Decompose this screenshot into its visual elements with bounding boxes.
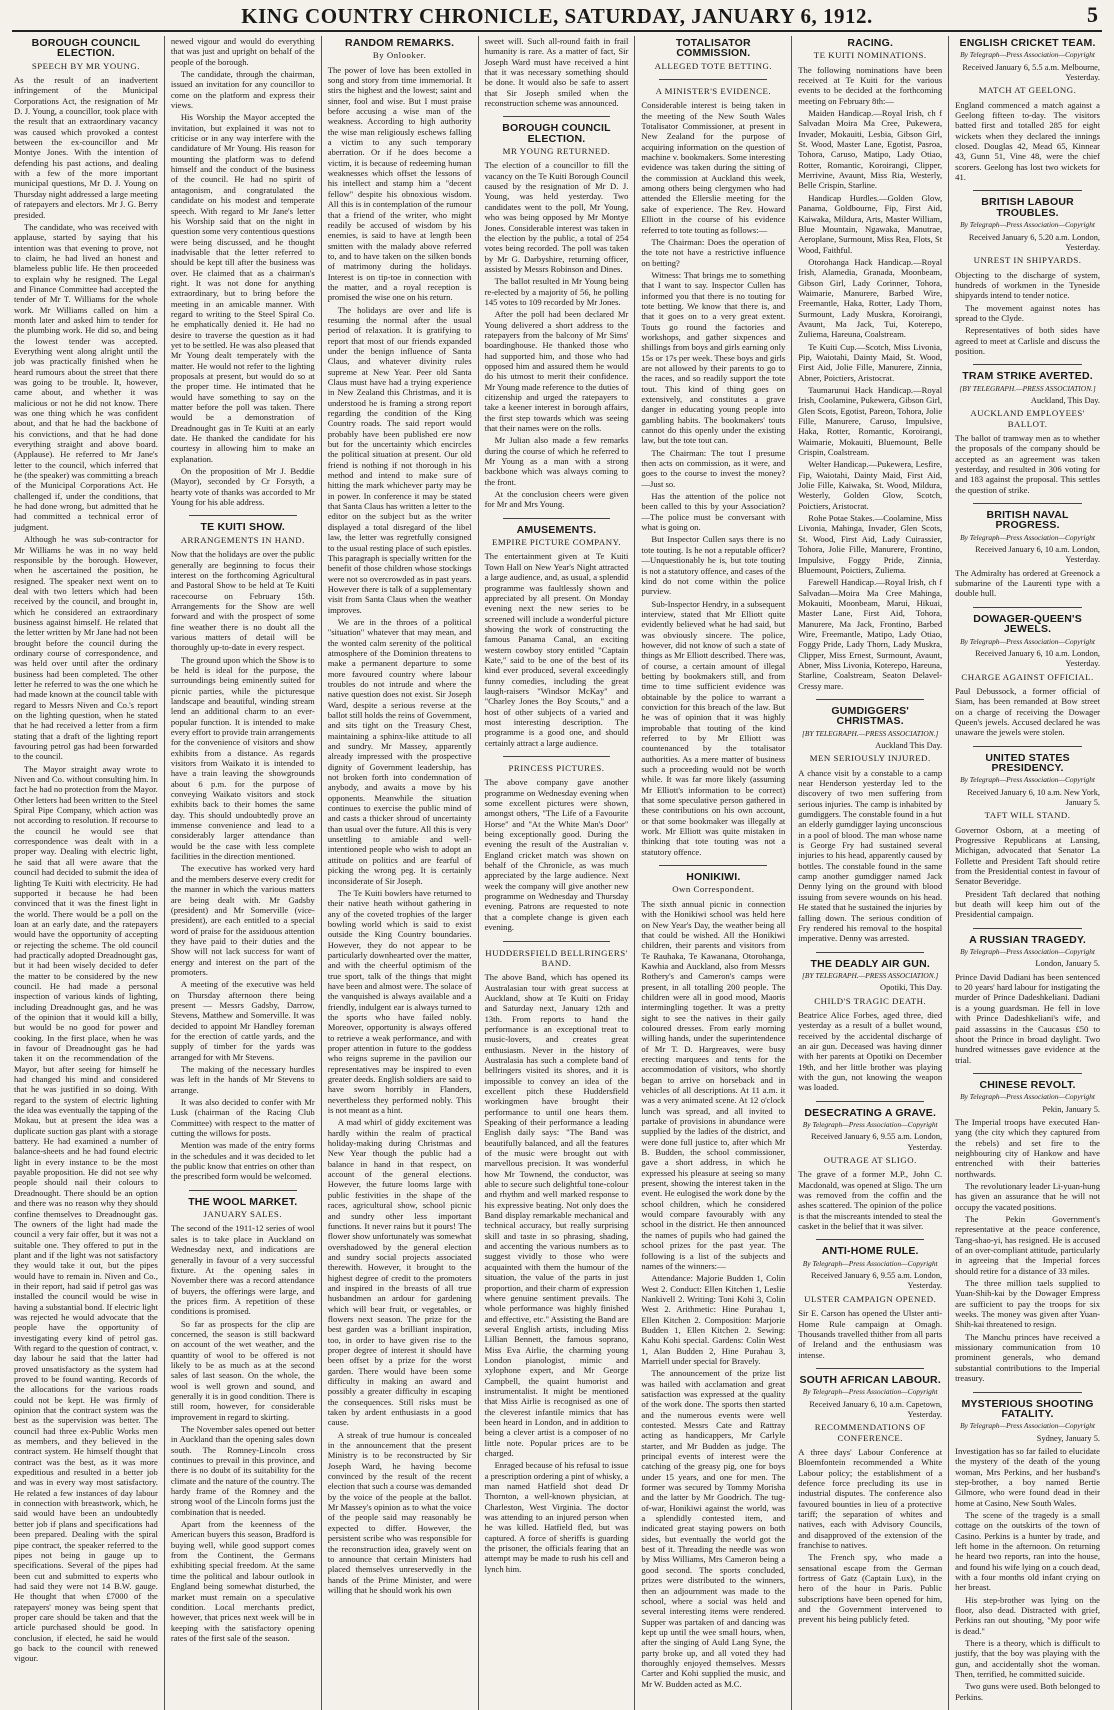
article-body: [798, 768, 942, 944]
article: [955, 510, 1100, 599]
article-headline: THE DEADLY AIR GUN.: [810, 957, 930, 970]
article-headline: GUMDIGGERS' CHRISTMAS.: [831, 704, 910, 728]
paragraph: newed vigour and would do everything that was just and upright on behalf of the people of the borough.: [170, 36, 315, 67]
article-body: [485, 551, 629, 748]
article-divider: [659, 865, 767, 866]
column-7: [949, 36, 1106, 1710]
article-divider: [973, 928, 1082, 929]
wire-credit: [BY TELEGRAPH.—PRESS ASSOCIATION.]: [959, 383, 1096, 393]
article: [798, 706, 942, 944]
paragraph: sweet will. Such all-round faith in frail humanity is rare. As a matter of fact, Sir Joseph Ward must have received a hint that it was necessary something should be done. It would also be safe to assert that Sir Joseph smiled when the reconstruction scheme was announced.: [484, 36, 629, 109]
article-headline: DOWAGER-QUEEN'S JEWELS.: [973, 612, 1082, 636]
article-body: [641, 899, 785, 1689]
paragraph: The executive has worked very hard and the members deserve every credit for the manner in which the various matters are being dealt with. Mr Gadsby (president) and Mr Somerville (vice-president), are each entitled to a special word of praise for the assiduous attention they have paid to their duties and the Show will not lack success for want of energy and interest on the part of the promoters.: [170, 863, 315, 977]
column-5: [635, 36, 792, 1710]
article-headline: BOROUGH COUNCIL ELECTION.: [31, 37, 141, 60]
article-body: [328, 65, 472, 1596]
article-divider: [973, 1073, 1082, 1074]
article-divider: [503, 518, 611, 519]
paragraph: A chance visit by a constable to a camp near Henderson yesterday led to the discovery of two men suffering from serious injuries. The camp is inhabited by gumdiggers. The constable found in a hut an elderly gumdigger laying unconscious in a pool of blood. The man whose name is George Fry had sustained several injuries to his head, apparently caused by bottles. The constable found in the same camp another gumdigger named Jack Denny lying on the ground with blood issuing from severe wounds on his head. He stated that he sustained the injuries by falling down. The serious condition of Fry rendered his removal to the hospital imperative. Denny was arrested.: [798, 767, 943, 944]
paragraph: Considerable interest is being taken in the meeting of the New South Wales Totalisator Commissioner, at present in New Zealand for the purpose of acquiring information on the question of machine v. bookmakers. Some interesting evidence was taken during the sitting of the commission at Auckland this week, among others being clergymen who had attended the Ellerslie meeting for the sake of experience. The Rev. Howard Elliott in the course of his evidence referred to tote touting as follows:—: [641, 100, 786, 235]
paragraph: A mad whirl of giddy excitement was hardly within the realm of practical holiday-making during Christmas and New Year though the public had a balance in hand in that respect, on account of the general elections. However, the future looms large with public festivities in the shape of the races, agricultural show, school picnic and sundry other less important functions. It never rains but it pours! The flower show unfortunately was somewhat overshadowed by the general election and sundry social projects associated therewith. However, it brought to the highest degree of credit to the promoters and inspired in the breasts of all true husbandmen an ardour for gardening which will bear fruit, or vegetables, or flowers next season. The prize for the best garden was a brilliant inspiration, too, in order to have given rise to the proper degree of interest it should have been offset by a prize for the worst garden. There would have been some difficulty in making an award and possibly a greater difficulty in escaping the consequences. Still risks must be taken by ardent enthusiasts in a good cause.: [327, 1117, 472, 1428]
article: [798, 1108, 942, 1232]
article: [798, 38, 942, 691]
article-subheading: By Onlooker.: [372, 50, 427, 61]
paragraph: His Worship the Mayor accepted the invitation, but explained it was not to criticise or in any way interfere with the candidature of Mr Young. His reason for mounting the platform was to defend himself and the conduct of the business of the council. He had no spirit of antagonism, and congratulated the candidate on his modest and temperate speech. With regard to Mr Jane's letter his Worship said that on the night in question some very contentious questions were being discussed, and he thought inadvisable that the letter referred to should be kept till after the business was over. He claimed that as a chairman's right. It was not done for anything extraordinary, but to bring before the meeting in an amicable manner. With regard to writing to the Steel Spiral Co. he emphatically denied it. He had no desire to traverse the question as it had yet to be settled. He was also pleased that Mr Young dealt temperately with the matter. He would not refer to the lighting proposals at present, but would do so at the proper time. He intimated that he would have something to say on the matter before the poll was taken. There would be a demonstration of Dreadnought gas in Te Kuiti at an early date. He thanked the candidate for his courtesy in allowing him to make an explanation.: [170, 112, 315, 464]
paragraph: Investigation has so far failed to elucidate the mystery of the death of the young woman, Mrs Perkins, and her husband's step-brother, a boy named Bertie Gilmore, who were found dead in their home at Casino, New South Wales.: [955, 1445, 1100, 1508]
paragraph: The candidate, through the chairman, issued an invitation for any councillor to come on the platform and express their views.: [170, 69, 315, 111]
article-headline: ANTI-HOME RULE.: [821, 1245, 919, 1258]
paragraph: Farewell Handicap.—Royal Irish, ch f Salvadan—Moira Ma Cree Mahinga, Mokauiti, Moonbeam, Marui, Hikuai, Master Lane, First Aid, Tohora, Manurere, Ma Jack, Frontino, Barbed Wire, Freemantle, Matipo, Lady Otiao, Foggy Pride, Lady Thorn, Lady Muskra, Clipper, Miss Ernest, Surmount, Avaunt, Abner, Miss Livonia, Koterepo, Hareuna, Starline, Coalstream, Seaton Delavel-Cressy mare.: [798, 577, 943, 691]
dateline: Received January 6, 9.55 a.m. London, Yesterday.: [810, 1132, 943, 1152]
article-divider: [973, 746, 1082, 747]
article: [485, 763, 629, 933]
article-headline: BRITISH LABOUR TROUBLES.: [981, 196, 1074, 219]
wire-credit: By Telegraph—Press Association—Copyright: [960, 1092, 1095, 1102]
dateline: Received January 6, 10 a.m. Capetown, Yesterday.: [809, 1399, 943, 1419]
paragraph: The three million taels supplied to Yuan-Shih-kai by the Dowager Empress are sufficient to pay the troops for six weeks. The money was given after Yuan-Shih-kai threatened to resign.: [955, 1278, 1100, 1330]
article-headline: RANDOM REMARKS.: [345, 37, 455, 49]
dateline: Received January 6, 10 a.m. London, Yesterday.: [975, 648, 1100, 669]
article: [485, 948, 629, 1575]
article-divider: [659, 79, 767, 80]
article-subheading: JANUARY SALES.: [203, 1209, 283, 1220]
article-headline: TRAM STRIKE AVERTED.: [962, 370, 1093, 383]
column-6: [792, 36, 949, 1710]
paragraph: Sir E. Carson has opened the Ulster anti-Home Rule campaign at Omagh. Thousands travelled thither from all parts of Ireland and the enthusiasm was intense.: [798, 1308, 943, 1360]
dateline: Opotiki, This Day.: [880, 983, 943, 993]
dateline: Received January 6, 5.5 a.m. Melbourne, Yesterday.: [962, 62, 1100, 83]
wire-credit: By Telegraph—Press Association—Copyright: [802, 1258, 938, 1268]
paragraph: Enraged because of his refusal to issue a prescription ordering a pint of whisky, a man named Hatfield shot dead Dr Thornton, a well-known physician, at Charleston, West Virginia. The doctor was attending to an injured person when he was killed. Hatfield fled, but was captured. A force of sheriffs is guarding the prisoner, the officials fearing that an attempt may be made to rush his cell and lynch him.: [484, 1460, 629, 1574]
article-subheading: UNREST IN SHIPYARDS.: [973, 255, 1082, 266]
article-body: [955, 686, 1100, 738]
article-divider: [189, 1190, 297, 1191]
article: [955, 197, 1100, 356]
dateline: Received January 6, 5.20 a.m. London, Yesterday.: [968, 232, 1100, 252]
article-headline: CHINESE REVOLT.: [979, 1078, 1076, 1091]
article-body: [955, 568, 1100, 599]
paragraph: The ground upon which the Show is to be held is ideal for the purpose, the surroundings being eminently suited for picnic parties, while the picturesque landscape and beautiful, winding stream lend an additional charm to an ever-popular function. It is intended to make every effort to provide train arrangements for the convenience of visitors and show exhibits from a distance. As regards visitors from Waikato it is intended to have a train leaving the showgrounds about 6 p.m. for the purpose of conveying Waikato visitors and stock exhibits back to their homes the same day. This should undoubtedly prove an immense convenience and lead to a considerably larger attendance than would be the case with less complete facilities in the direction mentioned.: [170, 654, 315, 862]
article-divider: [973, 364, 1082, 365]
paragraph: There is a theory, which is difficult to justify, that the boy was playing with the gun, and accidentally shot the woman. Then, terrified, he committed suicide.: [955, 1638, 1100, 1680]
article-body: [485, 972, 629, 1574]
article-headline: ENGLISH CRICKET TEAM.: [959, 37, 1096, 49]
article: [798, 1246, 942, 1359]
article: [328, 38, 472, 1595]
article: [641, 872, 785, 1689]
paragraph: Has the attention of the police not been called to this by your Association?—The police must be conversant with what is going on.: [641, 491, 786, 533]
article-body: [485, 160, 629, 509]
wire-credit: By Telegraph—Press Association—Copyright: [802, 1387, 938, 1397]
article-subheading: MR YOUNG RETURNED.: [502, 146, 611, 157]
paragraph: The candidate, who was received with applause, started by saying that his intention was that evening to prove, not to claim, he had lived an honest and blameless public life. He then proceeded to explain why he resigned. The Legal and Finance Committee had accepted the tender of Mr T. Williams for the whole work. Mr Williams called on him a month later and asked him to tender for the plumbing work. He did so, and being the lowest tender was accepted. Everything went along alright until the job was practically finished when he heard rumours about the street that there was going to be trouble. It, however, came about, and whether it was malicious or not he did not know. There was one thing which he was confident about, and that he had the backbone of his convictions, and that he had done everything straight and above board. (Applause). He referred to Mr Jane's letter to the council, which inferred that he (the speaker) was committing a breach of the Municipal Corporations Act. He challenged if, under the conditions, that he had done wrong, but admitted that he had committed a technical error of judgment.: [14, 221, 158, 532]
article-subheading: Own Correspondent.: [672, 884, 755, 895]
paragraph: Paul Debussock, a former official of Siam, has been remanded at Bow street on a charge of receiving the Dowager Queen's jewels. Accused declared he was unaware the jewels were stolen.: [955, 685, 1100, 738]
wire-credit: [BY TELEGRAPH.—PRESS ASSOCIATION.]: [802, 970, 939, 980]
article-subheading: ULSTER CAMPAIGN OPENED.: [804, 1293, 937, 1304]
article: [955, 371, 1100, 495]
article-subheading: RECOMMENDATIONS OF CONFERENCE.: [814, 1422, 926, 1443]
column-1: [8, 36, 165, 1710]
article: [171, 36, 315, 507]
article-body: [14, 75, 158, 1664]
paragraph: The following nominations have been received at Te Kuiti for the various events to be decided at the forthcoming meeting on February 8th:—: [798, 64, 943, 106]
article: [955, 614, 1100, 738]
paragraph: A streak of true humour is concealed in the announcement that the present Ministry is to be reconstructed by Sir Joseph Ward, he having become convinced by the result of the recent election that such a course was demanded by the voice of the people at the ballot. Mr Massey's opinion as to what the voice of the people said may reasonably be expected to differ. However, the persistent scribe who was responsible for the reconstruction idea, gravely went on to announce that certain Ministers had placed themselves unreservedly in the hands of the Prime Minister, and were willing that he should work his own: [327, 1429, 472, 1595]
article-body: [171, 1223, 315, 1643]
article: [955, 935, 1100, 1065]
paragraph: Representatives of both sides have agreed to meet at Carlisle and discuss the position.: [955, 325, 1100, 356]
article-headline: HONIKIWI.: [686, 871, 741, 884]
paragraph: The Te Kuiti bowlers have returned to their native heath without gathering in any of the coveted trophies of the larger bowling world which is said to exist outside the King Country boundaries. However, they do not appear to be particularly downhearted over the matter, and with the cheerful optimism of the true sport, talk of the things that might have been and almost were. The solace of the vanquished is always available and a friendly, indulgent ear is always turned to the sports who have failed nobly. Moreover, opportunity is always offered to retrieve a weak performance, and with proper attention in future to the goddess who reigns supreme in the pavilion our representatives may be inspired to even greater deeds. English soldiers are said to have sworn horribly in Flanders, nevertheless they performed nobly. This is not meant as a hint.: [327, 887, 472, 1116]
paragraph: The second of the 1911-12 series of wool sales is to take place in Auckland on Wednesday next, and indications are generally in favour of a very successful fixture. At the opening sales in November there was a record attendance of buyers, the offerings were large, and the prices firm. A repetition of these conditions is promised.: [170, 1223, 315, 1317]
paragraph: The Mayor straight away wrote to Niven and Co. without consulting him. In fact he had no protection from the Mayor. Other letters had been written to the Steel Spiral Pipe Company, which action was not according to resolution. If recourse to the council he would see that correspondence was dealt with in a proper way. Dealing with electric light, he said that all were aware that the council had decided to submit the idea of lighting Te Kuiti with electricity. He had supported it because he had been convinced that it was the finest light in the world. There would be a poll on the loan at an early date, and the ratepayers would have the opportunity of accepting or rejecting the scheme. The old council had practically adopted Dreadnought gas, but it had been wisely decided to defer the matter to be considered by the new council. He had made a personal inspection of various kinds of lighting, including Dreadnought gas, and he was of the opinion that it would kill a billy, but would be no good for power and cooking. In the first place, when he was in favour of Dreadnought gas he had taken it on the recommendation of the Mayor, but after seeing for himself he had changed his mind and considered that he was justified in so doing. With regard to the system of electric lighting the idea was eventually the tapping of the Mokau, but at present the idea was a duplicate suction gas plant with a storage battery. He had examined a number of balance-sheets and he had found electric light in every instance to be the most payable proposition. He did not see why people should nail their colours to Dreadnought. There should be an option and there was no reason why they should confine themselves to Dreadnought gas. The owners of the light had made the council a very fair offer, but it was not a suitable one. They offered to put in the plant and if the light was not satisfactory they would take it out, but the pipes would have to remain in. Niven and Co., in their report, had said if petrol gas was installed the council would be wise in having a substantial bond. If electric light was rejected he would advocate that the people have the opportunity of investigating every kind of petrol gas. With regard to the question of contract, v. day labour he said that the latter had proved unsatisfactory as the system had proved to be found wanting. Records of the allocations for the various roads could not be kept. He was firmly of opinion that the contract system was the best as the supervision was better. The council had three ex-Public Works men as members, and they believed in the contract system. He himself thought that contract was the best, as it was more expeditious and resulted in a better job and was in every way most satisfactory. He related a few instances of day labour in connection with breastwork, which, he said would have been an undoubtedly better job if plans and specifications had been prepared. Dealing with the spiral pipe contract, the speaker referred to the pipes not being in gauge up to specifications. Several of the pipes had been cut and submitted to experts who had said they were not 14 B.W. gauge. He thought that when £7000 of the ratepayers' money was being spent that proper care should be taken and that the article purchased should be good. In conclusion, if elected, he said he would go back to the council with renewed vigour.: [14, 763, 158, 1664]
article-subheading: TE KUITI NOMINATIONS.: [813, 50, 927, 61]
article: [171, 522, 315, 1181]
article-subheading: SPEECH BY MR YOUNG.: [31, 60, 140, 71]
article: [798, 959, 942, 1093]
article: [485, 123, 629, 509]
article: [14, 38, 158, 1664]
article-subheading: MEN SERIOUSLY INJURED.: [809, 753, 931, 764]
article-subheading: HUDDERSFIELD BELLRINGERS' BAND.: [485, 947, 628, 968]
article: [955, 38, 1100, 182]
paragraph: The Chairman: The tout I presume then acts on commission, as it were, and goes to the course to invest the money?—Just so.: [641, 447, 786, 489]
paragraph: The revolutionary leader Li-yuan-hung has given an assurance that he will not occupy the vacated positions.: [955, 1180, 1100, 1212]
wire-credit: By Telegraph—Press Association—Copyright: [960, 636, 1095, 646]
paragraph: Two guns were used. Both belonged to Perkins.: [955, 1681, 1100, 1702]
article-subheading: TAFT WILL STAND.: [984, 810, 1071, 821]
paragraph: The ballot of tramway men as to whether the proposals of the company should be accepted as an agreement was taken yesterday, and resulted in 306 voting for and 183 against the proposal. This settles the question of strike.: [955, 433, 1100, 495]
paragraph: The announcement of the prize list was hailed with acclamation and great satisfaction was expressed at the quality of the work done. The sports then started and the numerous events were well contested. Messrs Cate and Rattray acting as handicappers, Mr Carlyle starter, and Mr Budden as judge. The principal events of interest were the catching of the greasy pig, one for boys under 15 years, and one for men. The former was secured by Tommy Morisha and the latter by Mr Goodrich. The tug-of-war, Honikiwi against the world, was a splendidly contested item, and indicated great staying powers on both sides, but eventually the world got the best of it. Threading the needle was won by Miss Williams, Mrs Cameron being a good second. The sports concluded, prizes were distributed to the winners, then an adjournment was made to the school, where a social was held and several interesting items were rendered. Supper was partaken of and dancing was kept up until the wee small hours, when, after the singing of Auld Lang Syne, the party broke up, and all voted they had thoroughly enjoyed themselves. Messrs Carter and Kohi supplied the music, and Mr W. Budden acted as M.C.: [641, 1368, 786, 1689]
article-body: [798, 1169, 942, 1231]
article: [485, 36, 629, 108]
paragraph: The Admiralty has ordered at Greenock a submarine of the Laurenti type with a double hull.: [955, 567, 1100, 599]
paragraph: Rohe Potae Stakes.—Coolamine, Miss Livonia, Mahinga, Invader, Glen Scots, St. Wood, First Aid, Lady Cuirassier, Tohora, Jolie Fille, Manurere, Frontino, Impulsive, Foggy Pride, Zinnia, Bluemount, Poictiers, Zuliema.: [798, 513, 943, 575]
dateline: Received January 6, 10 a.m. New York, January 5.: [967, 787, 1100, 807]
dateline: Sydney, January 5.: [1036, 1433, 1100, 1443]
paragraph: His step-brother was lying on the floor, also dead. Distracted with grief, Perkins ran out shouting, "My poor wife is dead.": [955, 1594, 1100, 1636]
article: [955, 1080, 1100, 1384]
paragraph: The scene of the tragedy is a small cottage on the outskirts of the town of Casino. Perkins is a hunter by trade, and left home in the afternoon. On returning he heard two reports, ran into the house, and found his wife lying on a couch dead, with a four months old infant crying on her breast.: [955, 1509, 1100, 1593]
article-headline: MYSTERIOUS SHOOTING FATALITY.: [961, 1397, 1094, 1420]
article-subheading: A MINISTER'S EVIDENCE.: [655, 86, 772, 97]
wire-credit: By Telegraph—Press Association—Copyright: [960, 947, 1095, 957]
article-body: [641, 100, 785, 857]
paragraph: The power of love has been extolled in song and story from time immemorial. It stirs the highest and the lowest; saint and sinner, fool and wise. But I must praise before accusing a wise man of the weakness. According to high authority the wise man religiously eschews falling a victim to any such temporary aberration. Or if he does become a victim, it is because of redeeming human weaknesses which offset the lessons of his intellect and stamp him a "decent fellow" despite his obnoxious wisdom. All this is in contemplation of the rumour that a friend of the writer, who might readily be accused of wisdom by his enemies, is said to have at length been smitten with the malady above referred to, and to have taken on the silken bonds of matrimony during the holidays. Interest is on tip-toe in connection with the matter, and a royal reception is promised the wise one on his return.: [327, 64, 472, 303]
column-3: [322, 36, 479, 1710]
paragraph: England commenced a match against a Geelong fifteen to-day. The visitors batted first and totalled 285 for eight wickets when they declared the innings closed. Douglas 42, Mead 65, Kinnear 43, Gunn 51, Vine 48, were the chief scorers. Geelong has lost two wickets for 41.: [955, 99, 1100, 183]
article-divider: [816, 699, 924, 700]
wire-credit: [BY TELEGRAPH.—PRESS ASSOCIATION.]: [802, 728, 939, 738]
article-headline: TE KUITI SHOW.: [200, 521, 285, 534]
article-body: [171, 36, 315, 507]
newspaper-columns: [8, 36, 1106, 1702]
article-body: [798, 1308, 942, 1360]
article-divider: [973, 503, 1082, 504]
paragraph: The above company gave another programme on Wednesday evening when some excellent pictures were shown, amongst others, "The Life of a Favourite Horse" and "At the White Man's Door" being exceptionally good. During the evening the result of the Australian v. England cricket match was shown on behalf of the Chronicle, as was much appreciated by the large audience. Next week the company will give another new programme on Wednesday and Thursday evening. Patrons are requested to note that a complete change is given each evening.: [484, 777, 629, 933]
paragraph: A three days' Labour Conference at Bloemfontein recommended a White Labour policy; the establishment of a defence force precluding its use in industrial disputes. The conference also favoured bounties in lieu of a protective tariff; the separation of whites and natives, each with Advisory Councils, and disapproved of the extension of the franchise to natives.: [798, 1446, 943, 1551]
paragraph: On the proposition of Mr J. Beddie (Mayor), seconded by Cr Forsyth, a hearty vote of thanks was accorded to Mr Young for his able address.: [170, 466, 315, 508]
paragraph: So far as prospects for the clip are concerned, the season is still backward on account of the wet weather, and the quantity of wool to be offered is not likely to be as much as at the second sales of last season. On the whole, the wool is well grown and sound, and generally it is in good condition. There is still room, however, for considerable improvement in regard to skirting.: [170, 1318, 315, 1422]
paragraph: Prince David Dadiani has been sentenced to 20 years' hard labour for instigating the murder of Prince Dadeshkeliani. Dadiani is a young guardsman. He fell in love with Prince Dadeshkeliani's wife, and paid assassins in the Caucasus £50 to shoot the Prince in broad daylight. Two hundred witnesses gave evidence at the trial.: [955, 971, 1100, 1065]
paragraph: President Taft declared that nothing but death will keep him out of the Presidential campaign.: [955, 888, 1100, 920]
paragraph: Sub-Inspector Hendry, in a subsequent interview, stated that Mr Elliott quite evidently believed what he had said, but was obviously sincere. The police, however, did not know of such a state of things as Mr Elliott described. There was, of course, a certain amount of illegal betting by bookmakers still, and from time to time sufficient evidence was obtainable by the police to warrant a conviction for this breach of the law. But he was of opinion that it was highly improbable that touting of the kind referred to by Mr Elliott was countenanced by the totalisator authorities. As a mere matter of business such a proceeding would not be worth while. It was far more likely (assuming Mr Elliott's information to be correct) that some speculative person gathered in these contributions on his own account, or that some bookmaker was illegally at work. Mr Elliott was quite mistaken in thinking that tote touting was not a statutory offence.: [641, 598, 786, 857]
paragraph: Mention was made of the entry forms in the schedules and it was decided to let the public know that entries on other than the prescribed form would be welcomed.: [170, 1140, 315, 1182]
paragraph: The making of the necessary hurdles was left in the hands of Mr Stevens to arrange.: [170, 1064, 315, 1095]
article: [955, 1399, 1100, 1703]
paragraph: Objecting to the discharge of system, hundreds of workmen in the Tyneside shipyards intend to tender notice.: [955, 269, 1100, 301]
paragraph: The holidays are over and life is resuming the normal after the usual period of relaxation. It is gratifying to report that most of our friends expanded under the benign influence of Santa Claus, and whatever divinity rules supreme at New Year. Peer old Santa Claus must have had a trying experience in New Zealand this Christmas, and it is understood he is framing a strong report regarding the condition of the King Country roads. The said report would probably have been published ere now but for the uncertainty which encircles the political situation at present. Our old friend is nothing if not thorough in his method and intend to make sure of hitting the mark whichever party may be in power. In conference it may be stated that Santa Claus has written a letter to the editor on the subject but as the writer displayed a total disregard of the libel law, the letter was regretfully consigned to the usual resting place of such epistles. This paragraph is specially written for the benefit of those children whose stockings were not so overcrowded as in past years. However there is talk of a supplementary visit from Santa Claus when the weather improves.: [327, 304, 472, 615]
article: [798, 1375, 942, 1625]
article-body: [171, 549, 315, 1182]
paragraph: Now that the holidays are over the public generally are beginning to focus their interest on the forthcoming Agricultural and Pastoral Show to be held at Te Kuiti racecourse on February 15th. Arrangements for the Show are well forward and with the prospect of some fine weather there is no doubt all the various matters of detail will be thoroughly up-to-date in every respect.: [170, 549, 315, 653]
paragraph: Maiden Handicap.—Royal Irish, ch f Salvadan Moira Ma Cree, Pukewera, Invader, Mokauiti, Lesbia, Gibson Girl, St. Wood, Master Lane, Egotist, Pasroa, Tohora, Caruso, Matipo, Lady Otiao, Rotter, Romantic, Koroirangi, Clipper, Merrivine, Avaunt, Miss Ria, Westerly, Belle Crispin, Starline.: [798, 108, 943, 191]
dateline: Pekin, January 5.: [1042, 1104, 1100, 1114]
article-headline: THE WOOL MARKET.: [188, 1195, 298, 1208]
article-divider: [503, 941, 611, 942]
paragraph: Apart from the keenness of the American buyers this season, Bradford is buying well, while good support comes from the Continent, the Germans exhibiting special freedom. At the same time the political and labour outlook in England being somewhat disturbed, the market must remain on a speculative condition. Local merchants predict, however, that prices next week will be in keeping with the satisfactory opening rates of the first sale of the season.: [170, 1519, 315, 1643]
article-headline: BRITISH NAVAL PROGRESS.: [986, 509, 1069, 532]
article-divider: [816, 1101, 924, 1102]
paragraph: The Imperial troops have executed Han-yang (the city which they captured from the rebels) and set fire to the neighbouring city of Hankow and have entrenched with their batteries northwards.: [955, 1116, 1100, 1179]
article-divider: [816, 1368, 924, 1369]
paragraph: The November sales opened out better in Auckland than the opening sales down south. The Romney-Lincoln cross continues to prevail in this province, and there is no doubt of its suitability for the climate and the nature of the country. The hardy frame of the Romney and the strong wool of the Lincoln forms just the combination that is needed.: [170, 1424, 315, 1517]
paragraph: Welter Handicap.—Pukewera, Lesfire, Fip, Waiotahi, Dainty Maid, First Aid, Jolie Fille, Kaiwaka, St. Wood, Mildura, Westerly, Golden Glow, Scotch, Poictiers, Aristocrat.: [798, 459, 943, 511]
paragraph: Although he was sub-contractor for Mr Williams he was in no way held responsible by the borough. However, when he ascertained the position, he resigned. The speaker next went on to deal with two letters which had been received by the council, and brought in, which he considered an extraordinary business against himself. He related that the letter written by Mr Jane had not been brought before the council during the ordinary course of correspondence, and was held over until after the ordinary business had been completed. The other letter he referred to was the one which he had made known at the council table with regard to Messrs Niven and Co.'s report on the lighting question, when he stated that he had received a letter from a firm stating that a draft of the lighting report favouring petrol gas had been forwarded to the council.: [14, 534, 158, 762]
dateline: Auckland This Day.: [875, 741, 943, 750]
article: [955, 753, 1100, 920]
wire-credit: By Telegraph—Press Association—Copyright: [802, 1120, 938, 1129]
paragraph: Beatrice Alice Forbes, aged three, died yesterday as a result of a bullet wound, received by the accidental discharge of an air gun. Deceased was having dinner with her parents at Opotiki on December 19th, and her little brother was playing with the gun, not knowing the weapon was loaded.: [798, 1009, 943, 1093]
wire-credit: By Telegraph—Press Association—Copyright: [960, 220, 1095, 230]
article: [641, 86, 785, 857]
paragraph: The election of a councillor to fill the vacancy on the Te Kuiti Borough Council caused by the resignation of Mr D. J. Young, was held yesterday. Two candidates went to the poll, Mr Young, who was being opposed by Mr Montye Jones. Considerable interest was taken in the election by the public, a total of 254 votes being recorded. The poll was taken by Mr G. Darbyshire, returning officer, assisted by Messrs Robinson and Dines.: [484, 160, 629, 274]
article-subheading: CHILD'S TRAGIC DEATH.: [814, 995, 927, 1006]
article-body: [955, 825, 1100, 920]
wire-credit: By Telegraph—Press Association—Copyright: [960, 50, 1095, 60]
article-headline: A RUSSIAN TRAGEDY.: [969, 933, 1087, 946]
paragraph: The grave of a former M.P., John C. Macdonald, was opened at Sligo. The urn was removed from the coffin and the ashes scattered. The opinion of the police is that the miscreants intended to steal the casket in the belief that it was silver.: [798, 1169, 943, 1232]
article-subheading: AUCKLAND EMPLOYEES' BALLOT.: [970, 408, 1085, 429]
paragraph: But Inspector Cullen says there is no tote touting. Is he not a reputable officer?—Unquestionably he is, but tote touting is not a statutory offence, and cases of the kind do not come within the police purview.: [641, 534, 786, 597]
article-divider: [973, 190, 1082, 191]
article-subheading: EMPIRE PICTURE COMPANY.: [491, 537, 622, 548]
paragraph: After the poll had been declared Mr Young delivered a short address to the ratepayers from the balcony of Mr Sims' boardinghouse. He thanked those who had supported him, and those who had opposed him and assured them he would do his utmost to merit their confidence. Mr Young made reference to the duties of citizenship and urged the ratepayers to take a keener interest in borough affairs, the first step towards which was seeing that their names were on the rolls.: [484, 309, 629, 434]
paragraph: The entertainment given at Te Kuiti Town Hall on New Year's Night attracted a large audience, and, as usual, a splendid programme was faultlessly shown and appreciated by all present. On Monday evening next the new series to be screened will include a wonderful picture showing the work of constructing the famous Panama Canal, an exciting western cowboy story entitled "Captain Kate," said to be one of the best of its kind ever produced, several exceedingly funny comedies, including the great laugh-raisers "Windsor McKay" and "Charley Jones the Boy Scouts," and a host of other subjects of a varied and most interesting description. The programme is a good one, and should certainly attract a large audience.: [484, 551, 629, 748]
article-body: [798, 65, 942, 691]
article-subheading: PRINCESS PICTURES.: [508, 763, 605, 773]
article-body: [485, 36, 629, 108]
paragraph: As the result of an inadvertent infringement of the Municipal Corporations Act, the resignation of Mr D. J. Young, a councillor, took place with the result that an extraordinary vacancy was caused which provoked a contest between the ex-councillor and Mr Montye Jones. With the intention of defending his past actions, and dealing with a few of the more important municipal questions, Mr D. J. Young on Thursday night addressed a large meeting of ratepayers and electors. Mr J. G. Berry presided.: [14, 75, 158, 220]
paragraph: It was also decided to confer with Mr Lusk (chairman of the Racing Club Committee) with respect to the matter of cutting the willows for posts.: [170, 1097, 315, 1139]
dateline: Received January 6, 9.55 a.m. London, Yesterday.: [810, 1271, 943, 1291]
dateline: London, January 5.: [1035, 959, 1100, 969]
paragraph: The sixth annual picnic in connection with the Honikiwi school was held here on New Year's Day, the weather being all that could be wished. All the Honikiwi children, their parents and visitors from Te Rauhaka, Te Kawanana, Otorohanga, Kawhia and Auckland, also from Messrs Rothery's and Cameron's camps were present, in all totalling 200 people. The children were all in good mood, Maoris intermingling together. It was a pretty sight to see the natives in their gaily coloured dresses. From early morning willing hands, under the superintendence of Mr T. D. Hargreaves, were busy erecting marquees and tents for the accommodation of visitors, who shortly began to arrive on horseback and in vehicles of all descriptions. At 11 a.m. it was a very animated scene. At 12 o'clock lunch was spread, and all invited to partake of provisions in abundance were supplied by the ladies of the district, and were done full justice to, after which Mr B. Budden, the school commissioner, gave a short address, in which he expressed his pleasure at seeing so many present, showing the interest taken in the event. He eulogised the work done by the school children, which he considered would compare favourably with any school in the district. He then announced the names of pupils who had gained the school prizes for the past year. The following is a list of the subjects and names of the winners:—: [641, 898, 786, 1271]
wire-credit: By Telegraph—Press Association—Copyright: [960, 532, 1095, 542]
column-2: [165, 36, 322, 1710]
paragraph: Otorohanga Hack Handicap.—Royal Irish, Alamedia, Granada, Moonbeam, Gibson Girl, Lady Corinner, Tohora, Waimarie, Manurere, Barbed Wire, Freemantle, Haka, Rotter, Lady Thorn, Surmount, Lady Muskra, Koroirangi, Avaunt, Ma Jack, Tui, Koterepo, Zuliema, Hareuna, Coalstream.: [798, 256, 943, 340]
article-subheading: OUTRAGE AT SLIGO.: [823, 1155, 917, 1166]
article-headline: BOROUGH COUNCIL ELECTION.: [502, 122, 611, 145]
paragraph: We are in the throes of a political "situation" whatever that may mean, and the wonted calm serenity of the political atmosphere of the Dominion threatens to make a permanent departure to some more favoured country where labour troubles do not intrude and where the native question does not exist. Sir Joseph Ward, despite a serious reverse at the ballot still holds the reins of Government, and sits tight on the Treasury Chest, maintaining a sphinx-like attitude to all and sundry. Mr Massey, apparently already impressed with the prospective dignity of Government leadership, has not broken forth into condemnation of anybody, and awaits a move by his opponents. Meanwhile the situation continues to exercise the public mind of and casts a thicker shroud of uncertainty than usual over the future. All this is very unsettling to amiable and well-intentioned people who wish to adopt an attitude on politics and are fearful of picking the wrong peg. It is certainly inconsiderate of Sir Joseph.: [327, 616, 472, 886]
article-subheading: CHARGE AGAINST OFFICIAL.: [961, 671, 1094, 682]
article-divider: [816, 952, 924, 953]
paragraph: At the conclusion cheers were given for Mr and Mrs Young.: [484, 489, 629, 510]
article-body: [955, 1117, 1100, 1384]
article-body: [955, 972, 1100, 1065]
column-4: [479, 36, 636, 1710]
paragraph: The Manchu princes have received a missionary communication from 10 prominent generals, who demand substantial contributions to the Imperial treasury.: [955, 1331, 1100, 1384]
article-body: [955, 100, 1100, 183]
paragraph: Governor Osborn, at a meeting of Progressive Republicans at Lansing, Michigan, advocated that Senator La Follette and President Taft should retire from the Presidential contest in favour of Senator Beveridge.: [955, 824, 1100, 887]
article: [485, 525, 629, 748]
article-body: [955, 433, 1100, 495]
article-divider: [973, 607, 1082, 608]
article-headline: AMUSEMENTS.: [516, 523, 597, 536]
article-headline: RACING.: [847, 37, 894, 49]
paragraph: Mr Julian also made a few remarks during the course of which he referred to Mr Young as a man with a strong backbone which was always coming to the front.: [484, 435, 629, 487]
paragraph: Taumarunui Hack Handicap.—Royal Irish, Coolamine, Pukewera, Gibson Girl, Glen Scots, Egotist, Pareon, Tohora, Jolie Fille, Manurere, Caruso, Impulsive, Haka, Rotter, Romantic, Koroirangi, Waimarie, Mokauiti, Bluemount, Belle Crispin, Coalstream.: [798, 385, 943, 458]
article-divider: [503, 756, 611, 757]
article-divider: [189, 515, 297, 516]
dateline: Auckland, This Day.: [1030, 395, 1100, 405]
page-number: 5: [1087, 2, 1098, 27]
article-subheading: ALLEGED TOTE BETTING.: [654, 60, 773, 71]
article-headline: SOUTH AFRICAN LABOUR.: [799, 1373, 941, 1386]
paragraph: The movement against notes has spread to the Clyde.: [955, 302, 1100, 323]
paragraph: Witness: That brings me to something that I want to say. Inspector Cullen has informed you that there is no touting for tote betting. We know that there is, and that it goes on to a very great extent. Touts go round the factories and workshops, and gather sixpences and shillings from boys and girls earning only 15s or 17s per week. These boys and girls are not allowed by their parents to go to the races, and so readily support the tote tout. This kind of thing goes on extensively, and constitutes a grave danger in educating young people into gambling habits. The bookmakers' touts cannot do this openly under the existing law, but the tote tout can.: [641, 269, 786, 446]
article-body: [798, 1010, 942, 1093]
article-headline: UNITED STATES PRESIDENCY.: [985, 751, 1070, 774]
paragraph: A meeting of the executive was held on Thursday afternoon there being present — Messrs Gadsby, Darrow, Stevens, Matthew and Somerville. It was decided to appoint Mr Handley foreman for the erection of cattle yards, and the supply of timber for the yards was arranged for with Mr Stevens.: [170, 979, 315, 1062]
article-body: [485, 777, 629, 932]
paragraph: Handicap Hurdles.—Golden Glow, Panama, Goldbourne, Fip, First Aid, Kaiwaka, Mildura, Arts, Master William, Blue Mountain, Ngawaka, Manutrae, Aeroplane, Surmount, Miss Rea, Flots, St Wood, Faithful.: [798, 192, 943, 255]
article: [171, 1197, 315, 1643]
article-body: [955, 1446, 1100, 1702]
dateline: Received January 6, 10 a.m. London, Yesterday.: [975, 545, 1100, 565]
article-body: [798, 1447, 942, 1625]
paragraph: The Pekin Government's representative at the peace conference, Tang-shao-yi, has resigned. He is accused of an over-compliant attitude, particularly in agreeing that the Imperial forces should retire for a distance of 33 miles.: [955, 1214, 1100, 1276]
article-divider: [816, 1239, 924, 1240]
article-headline: DESECRATING A GRAVE.: [804, 1106, 937, 1119]
paragraph: The French spy, who made a sensational escape from the German fortress of Gatz (Captain Lux), in the hero of the hour in Paris. Public subscriptions have been opened for him, and the Government intervened to prevent his being publicly feted.: [798, 1552, 943, 1625]
article: [641, 38, 785, 71]
wire-credit: By Telegraph—Press Association—Copyright: [960, 1421, 1095, 1431]
paragraph: Te Kuiti Cup.—Scotch, Miss Livonia, Pip, Waiotahi, Dainty Maid, St. Wood, First Aid, Jolie Fille, Manurere, Zinnia, Abner, Poictiers, Aristocrat.: [798, 341, 943, 383]
article-divider: [973, 1392, 1082, 1393]
article-divider: [503, 116, 611, 117]
newspaper-title: KING COUNTRY CHRONICLE, SATURDAY, JANUARY 6, 1912.: [241, 4, 873, 28]
masthead: [12, 0, 1102, 32]
paragraph: The ballot resulted in Mr Young being re-elected by a majority of 56, he polling 145 votes to 109 recorded by Mr Jones.: [484, 276, 629, 307]
article-subheading: ARRANGEMENTS IN HAND.: [180, 534, 305, 545]
wire-credit: By Telegraph—Press Association—Copyright: [960, 775, 1095, 785]
article-headline: TOTALISATOR COMMISSION.: [675, 37, 751, 60]
paragraph: The above Band, which has opened its Australasian tour with great success at Auckland, show at Te Kuiti on Friday and Saturday next, January 12th and 13th. From reports to hand the performance is an exceptional treat to music-lovers, and creates great enthusiasm. Never in the history of Australasia has such a complete band of bellringers visited its shores, and it is impossible to convey an idea of the excellent pitch these Huddersfield workingmen have brought their performance to until one hears them. Speaking of their performance a leading English daily says: "The Band was beautifully balanced, and all the features of the music were brought out with marvellous precision. It was wonderful how Mr Townend, the conductor, was able to secure such delightful tone-colour and rhythm and well marked response to his expressive beating. Not only does the Band display remarkable mechanical and technical accuracy, but really surprising skill and taste in so phrasing, shading, and accenting the various numbers as to suggest vividly to those who were acquainted with them the humour of the situation, the value of the parts in just proportion, and their charm of expression where genuine sentiment prevails. The whole performance was highly finished and effective, etc." Assisting the Band are several English artists, including Miss Lillian Bennett, the famous soprano, Miss Eva Airlie, the charming young London pianologist, mimic and xylophone expert, and Mr George Campbell, the quaint humorist and instrumentalist. It might be mentioned that Miss Airlie is recognised as one of the cleverest infantile mimics that has been heard in London, and in addition to being a clever artist is a composer of no little note. Popular prices are to be charged.: [484, 972, 629, 1458]
paragraph: Attendance: Majorie Budden 1, Colin West 2. Conduct: Ellen Kitchen 1, Leslie Nankivell 2. Writing: Toni Kohi 3, Colin West 2. Arithmetic: Hine Purahau 1, Ellen Kitchen 2. Composition: Marjorie Budden 1, Ellen Kitchen 2. Sewing: Kahu Kohi special. Gardens: Colin West 1, Alan Budden 2, Hine Purahau 3, Marriell under special for Bravely.: [641, 1273, 786, 1366]
article-body: [955, 270, 1100, 357]
article-subheading: MATCH AT GEELONG.: [978, 85, 1077, 96]
paragraph: The Chairman: Does the operation of the tote not have a restrictive influence on betting?: [641, 236, 786, 268]
